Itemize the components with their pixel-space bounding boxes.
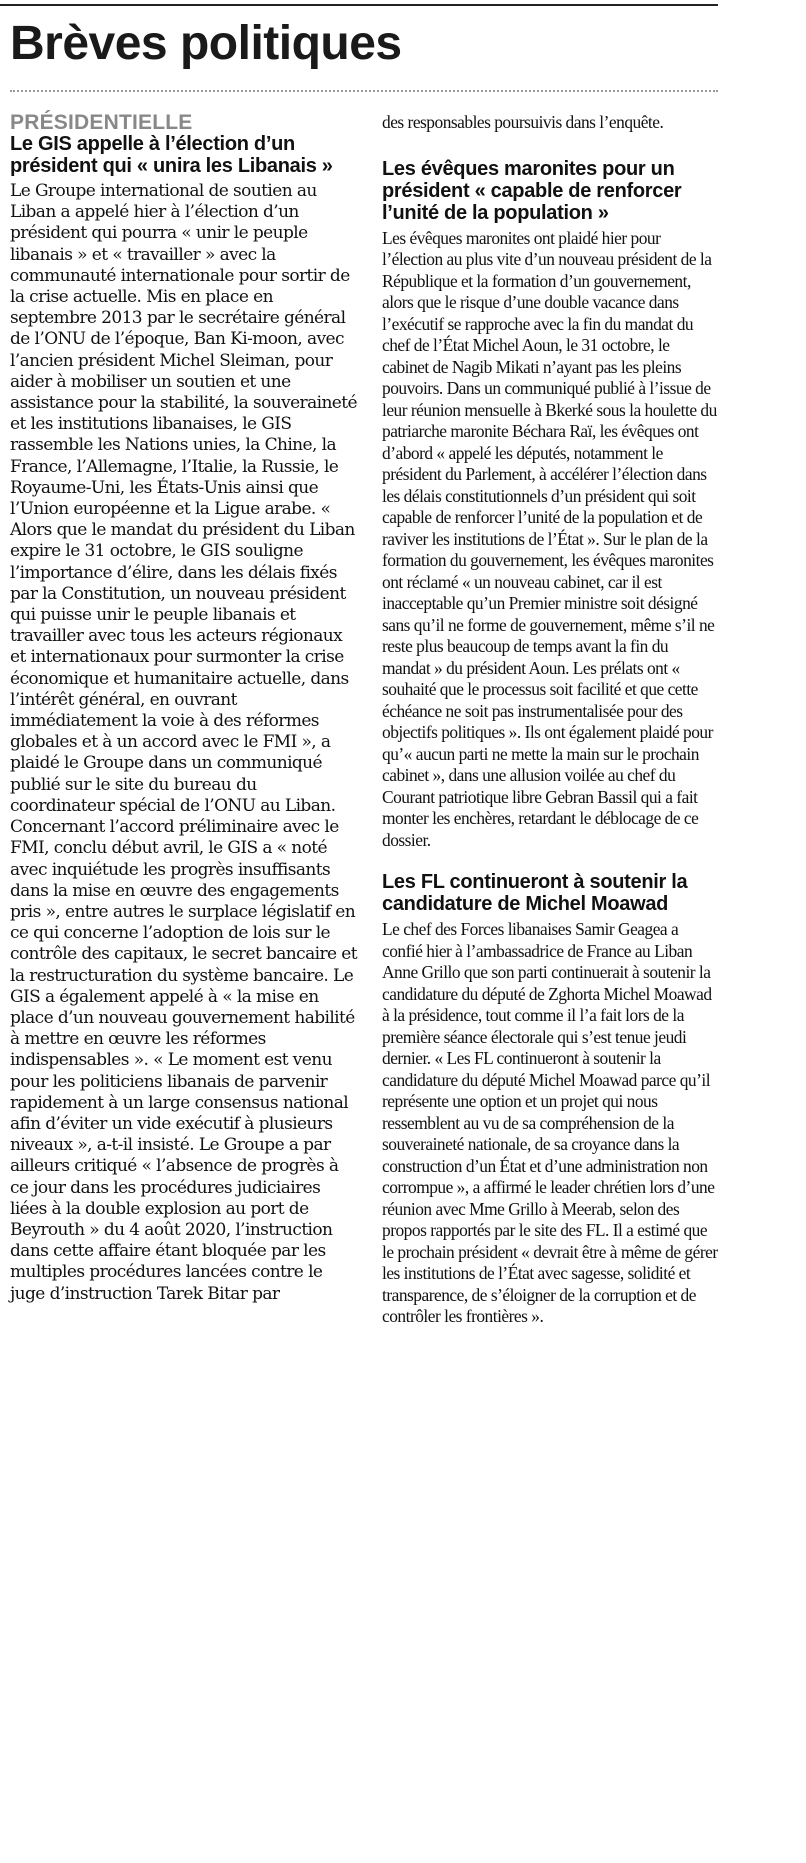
- article-body-maronites: Les évêques maronites ont plaidé hier pour l’élection au plus vite d’un nouveau président de la République et la formation d’un gouvernement, alors que le risque d’une double vacance dans l’exécutif se rapproche avec la fin du mandat du chef de l’État Michel Aoun, le 31 octobre, le cabinet de Nagib Mikati n’ayant pas les pleins pouvoirs. Dans un communiqué publié à l’issue de leur réunion mensuelle à Bkerké sous la houlette du patriarche maronite Béchara Raï, les évêques ont d’abord « appelé les députés, notamment le président du Parlement, à accélérer l’élection dans les délais constitutionnels d’un président qui soit capable de renforcer l’unité de la population et de raviver les institutions de l’État ». Sur le plan de la formation du gouvernement, les évêques maronites ont réclamé « un nouveau cabinet, car il est inacceptable qu’un Premier ministre soit désigné sans qu’il ne forme de gouvernement, même s’il ne reste plus beaucoup de temps avant la fin du mandat » du président Aoun. Les prélats ont « souhaité que le processus soit facilité et que cette échéance ne soit pas instrumentalisée pour des objectifs politiques ». Ils ont également plaidé pour qu’« aucun parti ne mette la main sur le prochain cabinet », dans une allusion voilée au chef du Courant patriotique libre Gebran Bassil qui a fait monter les enchères, retardant le déblocage de ce dossier.: [382, 227, 717, 850]
- article-body-gis: Le Groupe international de soutien au Liban a appelé hier à l’élection d’un président qui pourra « unir le peuple libanais » et « travailler » avec la communauté internationale pour sortir de la crise actuelle. Mis en place en septembre 2013 par le secrétaire général de l’ONU de l’époque, Ban Ki-moon, avec l’ancien président Michel Sleiman, pour aider à mobiliser un soutien et une assistance pour la stabilité, la souveraineté et les institutions libanaises, le GIS rassemble les Nations unies, la Chine, la France, l’Allemagne, l’Italie, la Russie, le Royaume-Uni, les États-Unis ainsi que l’Union européenne et la Ligue arabe. « Alors que le mandat du président du Liban expire le 31 octobre, le GIS souligne l’importance d’élire, dans les délais fixés par la Constitution, un nouveau président qui puisse unir le peuple libanais et travailler avec tous les acteurs régionaux et internationaux pour surmonter la crise économique et humanitaire actuelle, dans l’intérêt général, en ouvrant immédiatement la voie à des réformes globales et à un accord avec le FMI », a plaidé le Groupe dans un communiqué publié sur le site du bureau du coordinateur spécial de l’ONU au Liban. Concernant l’accord préliminaire avec le FMI, conclu début avril, le GIS a « noté avec inquiétude les progrès insuffisants dans la mise en œuvre des engagements pris », entre autres le surplace législatif en ce qui concerne l’adoption de lois sur le contrôle des capitaux, le secret bancaire et la restructuration du système bancaire. Le GIS a également appelé à « la mise en place d’un nouveau gouvernement habilité à mettre en œuvre les réformes indispensables ». « Le moment est venu pour les politiciens libanais de parvenir rapidement à un large consensus national afin d’éviter un vide exécutif à plusieurs niveaux », a-t-il insisté. Le Groupe a par ailleurs critiqué « l’absence de progrès à ce jour dans les procédures judiciaires liées à la double explosion au port de Beyrouth » du 4 août 2020, l’instruction dans cette affaire étant bloquée par les multiples procédures lancées contre le juge d’instruction Tarek Bitar par: [10, 181, 357, 1304]
- left-column: [10, 112, 358, 1305]
- article-headline-fl: Les FL continueront à soutenir la candidature de Michel Moawad: [382, 871, 688, 915]
- article-headline-maronites: Les évêques maronites pour un président « capable de renforcer l’unité de la population »: [382, 157, 682, 224]
- top-rule: [0, 4, 718, 6]
- article-continuation: des responsables poursuivis dans l’enquête.: [382, 112, 664, 132]
- article-headline-gis: Le GIS appelle à l’élection d’un président qui « unira les Libanais »: [10, 133, 333, 177]
- article-kicker: PRÉSIDENTIELLE: [10, 111, 193, 134]
- page-title: Brèves politiques: [10, 17, 402, 70]
- article-body-fl: Le chef des Forces libanaises Samir Geagea a confié hier à l’ambassadrice de France au Liban Anne Grillo que son parti continuerait à soutenir la candidature du député de Zghorta Michel Moawad à la présidence, tout comme il l’a fait lors de la première séance électorale qui s’est tenue jeudi dernier. « Les FL continueront à soutenir la candidature du député Michel Moawad parce qu’il représente une option et un projet qui nous ressemblent au vu de sa compréhension de la souveraineté nationale, de sa croyance dans la construction d’un État et d’une administration non corrompue », a affirmé le leader chrétien lors d’une réunion avec Mme Grillo à Meerab, selon des propos rapportés par le site des FL. Il a estimé que le prochain président « devrait être à même de gérer les institutions de l’État avec sagesse, solidité et transparence, de s’éloigner de la corruption et de contrôler les frontières ».: [382, 919, 718, 1326]
- right-column: [382, 112, 718, 1328]
- section-divider: [10, 90, 718, 92]
